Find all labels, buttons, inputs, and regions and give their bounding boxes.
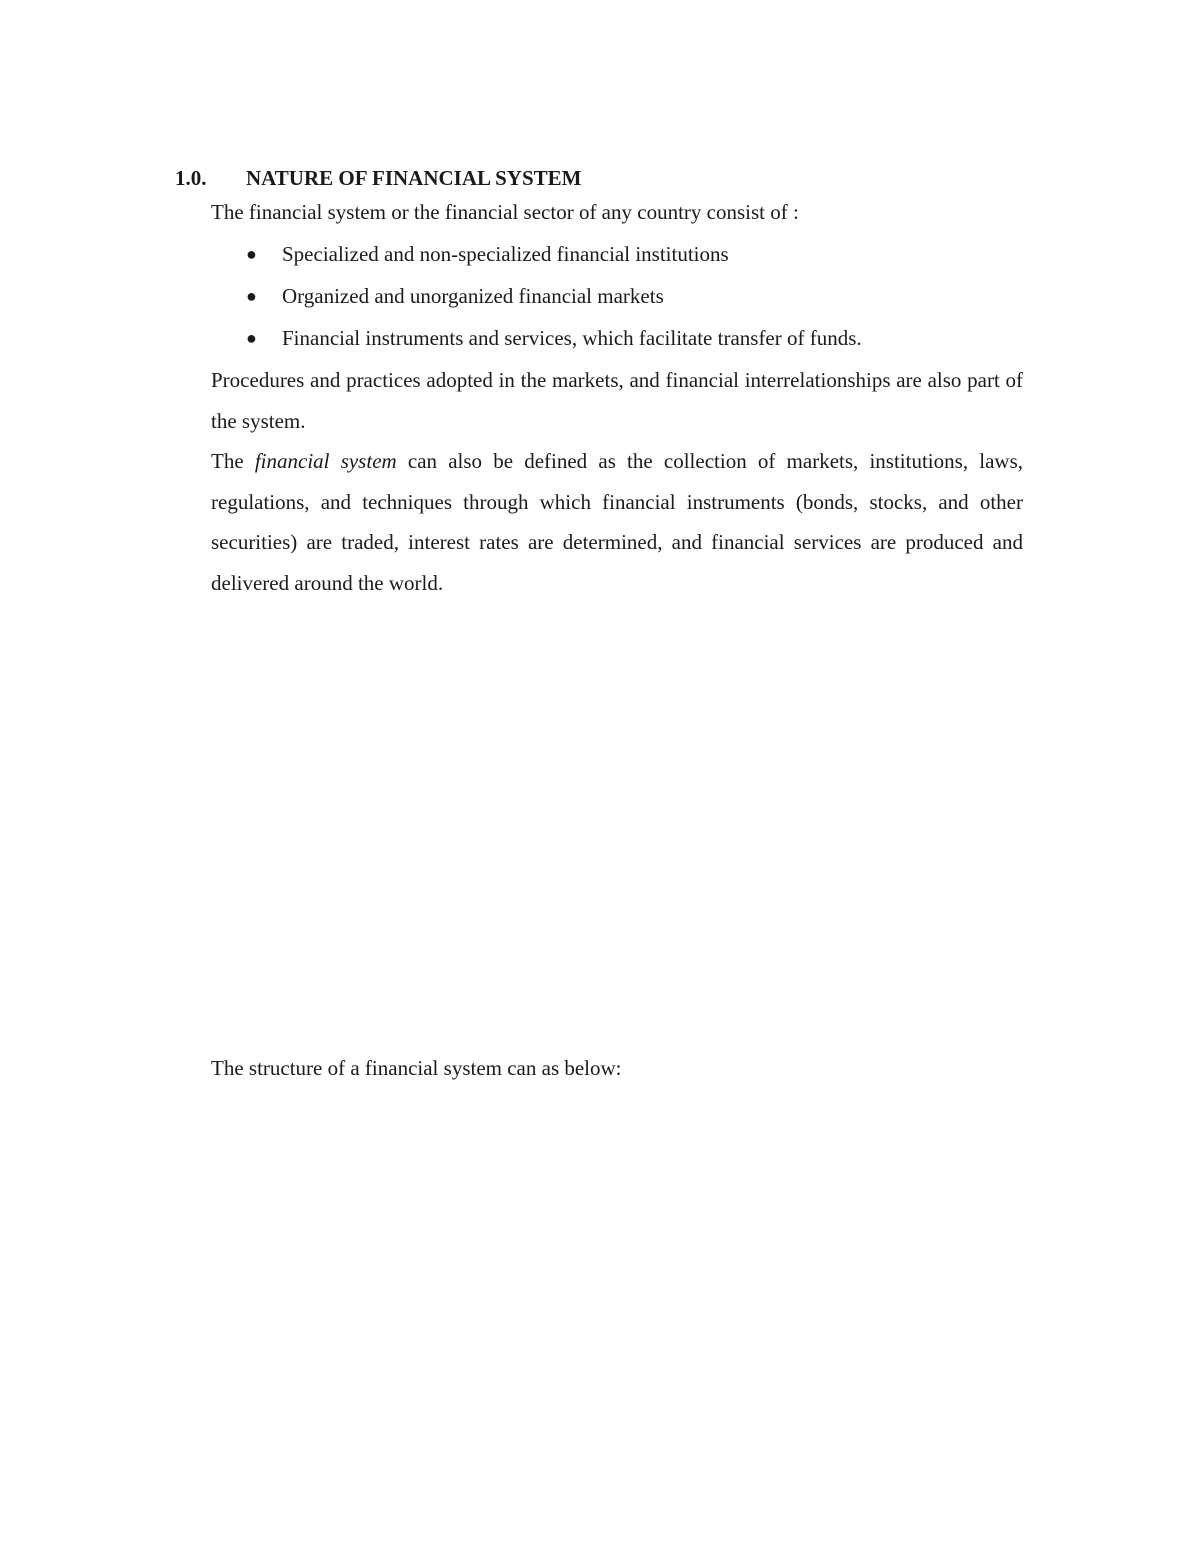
- definition-lead: The: [211, 449, 255, 473]
- definition-term: financial system: [254, 449, 397, 473]
- bullet-icon: ●: [246, 328, 257, 348]
- paragraph-definition: [211, 441, 1023, 604]
- bullet-icon: ●: [246, 244, 257, 264]
- bullet-icon: ●: [246, 286, 257, 306]
- section-title: NATURE OF FINANCIAL SYSTEM: [246, 166, 582, 190]
- list-item-text: Specialized and non-specialized financial institutions: [282, 242, 729, 266]
- bullet-list: [246, 241, 862, 367]
- structure-caption: The structure of a financial system can as below:: [211, 1056, 622, 1080]
- section-heading: [175, 166, 581, 191]
- intro-text: The financial system or the financial sector of any country consist of :: [211, 200, 799, 224]
- definition-body: can also be defined as the collection of markets, institutions, laws, regulations, and techniques through which financial instruments (bonds, stocks, and other securities) are traded, interest rates are determined, and financial services are produced and delivered around the world.: [211, 449, 1023, 596]
- paragraph-procedures: Procedures and practices adopted in the markets, and financial interrelationships are also part of the system.: [211, 368, 1023, 433]
- list-item: [246, 283, 862, 325]
- list-item-text: Financial instruments and services, which facilitate transfer of funds.: [282, 326, 862, 350]
- list-item: [246, 241, 862, 283]
- section-number: 1.0.: [175, 166, 207, 190]
- list-item-text: Organized and unorganized financial markets: [282, 284, 664, 308]
